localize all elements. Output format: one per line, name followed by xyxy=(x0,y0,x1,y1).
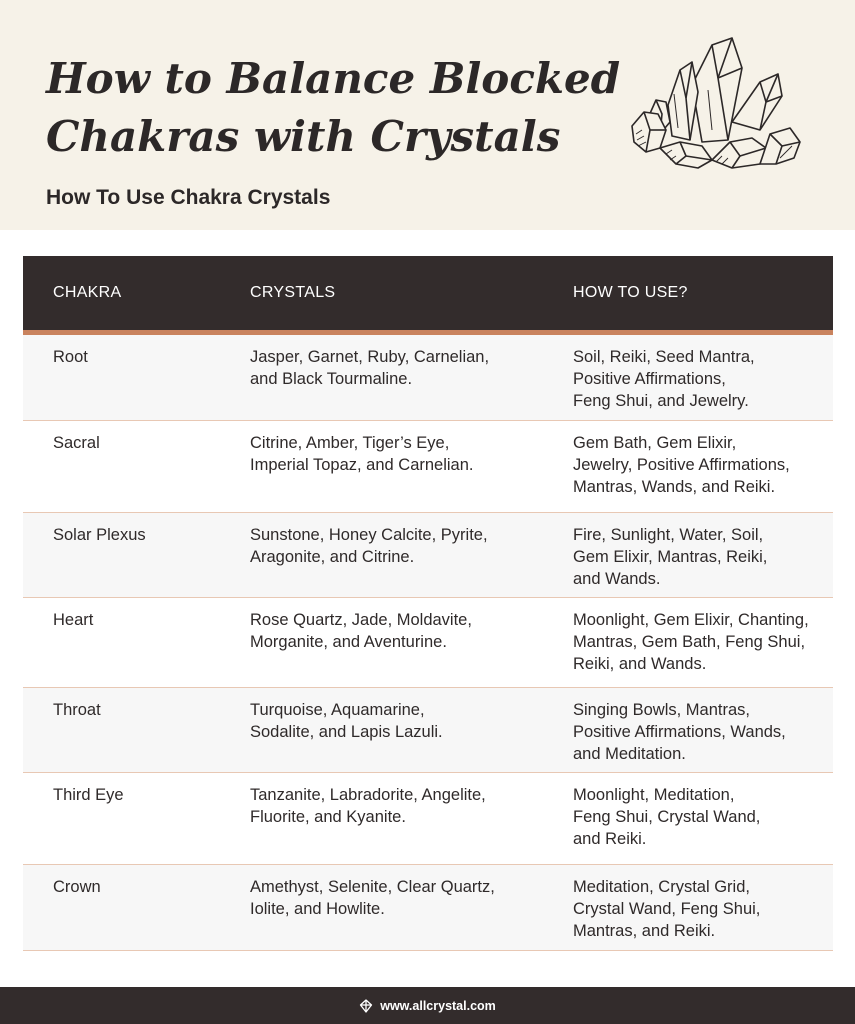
crystals-cell-line: Iolite, and Howlite. xyxy=(250,900,385,918)
crystals-cell-line: Morganite, and Aventurine. xyxy=(250,633,447,651)
footer-content xyxy=(359,999,496,1013)
how-to-use-cell-line: and Reiki. xyxy=(573,830,647,848)
how-to-use-cell xyxy=(573,699,835,765)
how-to-use-cell-line: Mantras, Wands, and Reiki. xyxy=(573,478,776,496)
crystals-cell xyxy=(250,699,540,743)
how-to-use-cell-line: Singing Bowls, Mantras, xyxy=(573,701,750,719)
column-header-crystals: CRYSTALS xyxy=(250,284,336,301)
table-row xyxy=(23,335,833,421)
how-to-use-cell xyxy=(573,432,835,498)
chakra-cell xyxy=(53,524,243,546)
how-to-use-cell-line: Positive Affirmations, Wands, xyxy=(573,723,786,741)
crystals-cell xyxy=(250,784,540,828)
chakra-cell xyxy=(53,784,243,806)
table-row xyxy=(23,421,833,513)
crystals-cell-line: Amethyst, Selenite, Clear Quartz, xyxy=(250,878,495,896)
header-banner xyxy=(0,0,855,230)
how-to-use-cell-line: Moonlight, Gem Elixir, Chanting, xyxy=(573,611,809,629)
crystals-cell xyxy=(250,609,540,653)
how-to-use-cell xyxy=(573,784,835,850)
chakra-cell-line: Throat xyxy=(53,701,101,719)
how-to-use-cell-line: Gem Elixir, Mantras, Reiki, xyxy=(573,548,768,566)
how-to-use-cell xyxy=(573,346,835,412)
chakra-cell-line: Heart xyxy=(53,611,94,629)
how-to-use-cell-line: Moonlight, Meditation, xyxy=(573,786,735,804)
crystals-cell-line: Sunstone, Honey Calcite, Pyrite, xyxy=(250,526,488,544)
crystals-cell xyxy=(250,346,540,390)
how-to-use-cell-line: Fire, Sunlight, Water, Soil, xyxy=(573,526,764,544)
how-to-use-cell-line: Gem Bath, Gem Elixir, xyxy=(573,434,737,452)
column-header-how-to-use: HOW TO USE? xyxy=(573,284,688,301)
crystals-cell xyxy=(250,876,540,920)
crystals-cell-line: Imperial Topaz, and Carnelian. xyxy=(250,456,474,474)
allcrystal-logo-icon xyxy=(359,999,373,1013)
how-to-use-cell-line: Meditation, Crystal Grid, xyxy=(573,878,750,896)
how-to-use-cell-line: and Wands. xyxy=(573,570,661,588)
how-to-use-cell-line: Reiki, and Wands. xyxy=(573,655,707,673)
crystals-cell-line: Citrine, Amber, Tiger’s Eye, xyxy=(250,434,450,452)
crystals-cell xyxy=(250,524,540,568)
table-row xyxy=(23,773,833,865)
chakra-cell-line: Solar Plexus xyxy=(53,526,146,544)
page-title-line-1: How to Balance Blocked xyxy=(46,54,621,103)
how-to-use-cell xyxy=(573,876,835,942)
chakra-cell xyxy=(53,432,243,454)
chakra-cell-line: Root xyxy=(53,348,88,366)
crystals-cell-line: Jasper, Garnet, Ruby, Carnelian, xyxy=(250,348,490,366)
table-row xyxy=(23,513,833,598)
crystal-cluster-icon xyxy=(620,30,805,170)
crystals-cell-line: Rose Quartz, Jade, Moldavite, xyxy=(250,611,472,629)
chakra-cell xyxy=(53,609,243,631)
footer-bar xyxy=(0,987,855,1024)
footer-url[interactable]: www.allcrystal.com xyxy=(380,998,496,1013)
how-to-use-cell-line: Mantras, and Reiki. xyxy=(573,922,716,940)
how-to-use-cell-line: and Meditation. xyxy=(573,745,686,763)
chakra-cell-line: Sacral xyxy=(53,434,100,452)
chakra-cell xyxy=(53,699,243,721)
table-header xyxy=(23,256,833,335)
crystals-cell-line: Turquoise, Aquamarine, xyxy=(250,701,425,719)
crystals-cell-line: Tanzanite, Labradorite, Angelite, xyxy=(250,786,486,804)
how-to-use-cell xyxy=(573,609,835,675)
chakra-cell xyxy=(53,346,243,368)
how-to-use-cell-line: Crystal Wand, Feng Shui, xyxy=(573,900,761,918)
crystals-cell-line: Aragonite, and Citrine. xyxy=(250,548,415,566)
column-header-chakra: CHAKRA xyxy=(53,284,122,301)
how-to-use-cell xyxy=(573,524,835,590)
page-title xyxy=(46,50,621,166)
crystals-cell xyxy=(250,432,540,476)
page-subtitle: How To Use Chakra Crystals xyxy=(46,186,331,209)
page-title-line-2: Chakras with Crystals xyxy=(46,112,561,161)
crystals-cell-line: Sodalite, and Lapis Lazuli. xyxy=(250,723,443,741)
chakra-cell-line: Crown xyxy=(53,878,101,896)
table-row xyxy=(23,598,833,688)
how-to-use-cell-line: Mantras, Gem Bath, Feng Shui, xyxy=(573,633,806,651)
table-body xyxy=(23,335,833,951)
how-to-use-cell-line: Feng Shui, and Jewelry. xyxy=(573,392,749,410)
crystals-cell-line: and Black Tourmaline. xyxy=(250,370,413,388)
crystals-cell-line: Fluorite, and Kyanite. xyxy=(250,808,406,826)
how-to-use-cell-line: Positive Affirmations, xyxy=(573,370,726,388)
table-row xyxy=(23,688,833,773)
chakra-table xyxy=(23,256,833,951)
how-to-use-cell-line: Jewelry, Positive Affirmations, xyxy=(573,456,790,474)
chakra-cell xyxy=(53,876,243,898)
how-to-use-cell-line: Feng Shui, Crystal Wand, xyxy=(573,808,761,826)
chakra-cell-line: Third Eye xyxy=(53,786,124,804)
how-to-use-cell-line: Soil, Reiki, Seed Mantra, xyxy=(573,348,755,366)
table-row xyxy=(23,865,833,951)
